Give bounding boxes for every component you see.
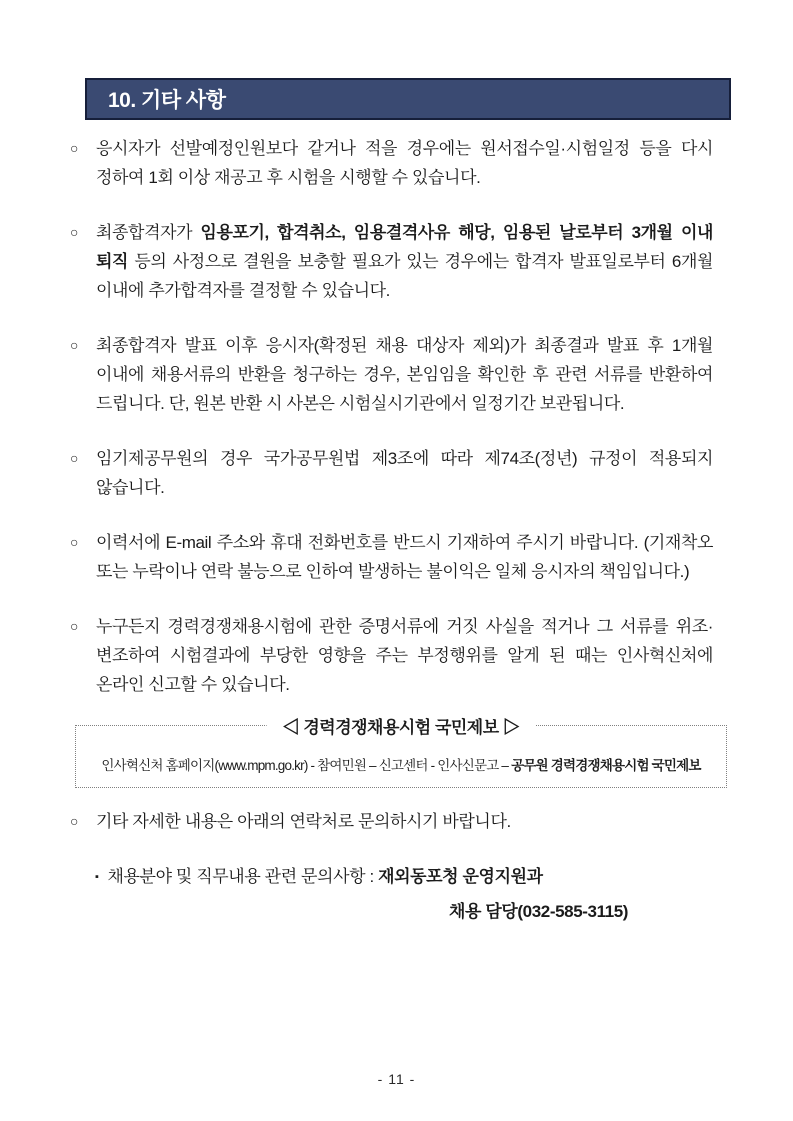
bold-text-segment: 공무원 경력경쟁채용시험 국민제보 bbox=[511, 758, 701, 773]
bullet-text bbox=[96, 528, 713, 586]
contact-label: 채용분야 및 직무내용 관련 문의사항 : bbox=[107, 867, 379, 886]
bold-text-segment: 임용포기, 합격취소, 임용결격사유 해당, 임용된 날로부터 3개월 이내 퇴직 bbox=[96, 223, 713, 271]
text-segment: 최종합격자 발표 이후 응시자(확정된 채용 대상자 제외)가 최종결과 발표 후 1개월 이내에 채용서류의 반환을 청구하는 경우, 본임임을 확인한 후 관련 서류를 반환하여 드립니다. 단, 원본 반환 시 사본은 시험실시기관에서 일정기간 보관됩니다. bbox=[96, 336, 713, 413]
circle-bullet-marker: ○ bbox=[70, 337, 79, 353]
bullet-item bbox=[70, 612, 713, 699]
page-number: - 11 - bbox=[377, 1071, 416, 1087]
bullet-item bbox=[70, 134, 713, 192]
bullet-item bbox=[70, 444, 713, 502]
circle-bullet-marker: ○ bbox=[70, 140, 79, 156]
circle-bullet-marker: ○ bbox=[70, 224, 79, 240]
bullet-text bbox=[96, 331, 713, 418]
circle-bullet-marker: ○ bbox=[70, 450, 79, 466]
bullet-text bbox=[96, 134, 713, 192]
circle-bullet-marker: ○ bbox=[70, 813, 79, 829]
circle-bullet-marker: ○ bbox=[70, 618, 79, 634]
report-box bbox=[75, 718, 727, 788]
text-segment: 응시자가 선발예정인원보다 같거나 적을 경우에는 원서접수일·시험일정 등을 다시 정하여 1회 이상 재공고 후 시험을 시행할 수 있습니다. bbox=[96, 139, 713, 187]
bullet-item bbox=[70, 331, 713, 418]
report-box-line bbox=[78, 754, 724, 774]
circle-bullet-marker: ○ bbox=[70, 534, 79, 550]
contact-sub-item bbox=[95, 862, 733, 892]
contact-department: 재외동포청 운영지원과 bbox=[378, 867, 543, 886]
contact-phone: 채용 담당(032-585-3115) bbox=[449, 902, 629, 921]
contact-section bbox=[70, 807, 713, 836]
text-segment: 누구든지 경력경쟁채용시험에 관한 증명서류에 거짓 사실을 적거나 그 서류를 위조·변조하여 시험결과에 부당한 영향을 주는 부정행위를 알게 된 때는 인사혁신처에 온라인 신고할 수 있습니다. bbox=[96, 617, 713, 694]
bullet-text bbox=[96, 612, 713, 699]
bullet-text bbox=[96, 444, 713, 502]
section-header bbox=[85, 78, 731, 120]
text-segment: 등의 사정으로 결원을 보충할 필요가 있는 경우에는 합격자 발표일로부터 6개월 이내에 추가합격자를 결정할 수 있습니다. bbox=[96, 252, 713, 300]
square-bullet-marker: ▪ bbox=[95, 871, 99, 883]
bullet-item bbox=[70, 218, 713, 305]
bullet-list bbox=[70, 134, 713, 699]
bullet-text bbox=[96, 218, 713, 305]
text-segment: 최종합격자가 bbox=[96, 223, 201, 242]
text-segment: 이력서에 E-mail 주소와 휴대 전화번호를 반드시 기재하여 주시기 바랍니다. (기재착오 또는 누락이나 연락 불능으로 인하여 발생하는 불이익은 일체 응시자의 책임입니다.) bbox=[96, 533, 713, 581]
section-title: 10. 기타 사항 bbox=[108, 89, 226, 112]
contact-intro-text: 기타 자세한 내용은 아래의 연락처로 문의하시기 바랍니다. bbox=[96, 812, 511, 831]
text-segment: 임기제공무원의 경우 국가공무원법 제3조에 따라 제74조(정년) 규정이 적용되지 않습니다. bbox=[96, 449, 713, 497]
contact-intro-item bbox=[70, 807, 713, 836]
report-box-title: ◁ 경력경쟁채용시험 국민제보 ▷ bbox=[267, 713, 536, 738]
bullet-item bbox=[70, 528, 713, 586]
text-segment: 인사혁신처 홈페이지(www.mpm.go.kr) - 참여민원 – 신고센터 - 인사신문고 – bbox=[101, 758, 512, 773]
